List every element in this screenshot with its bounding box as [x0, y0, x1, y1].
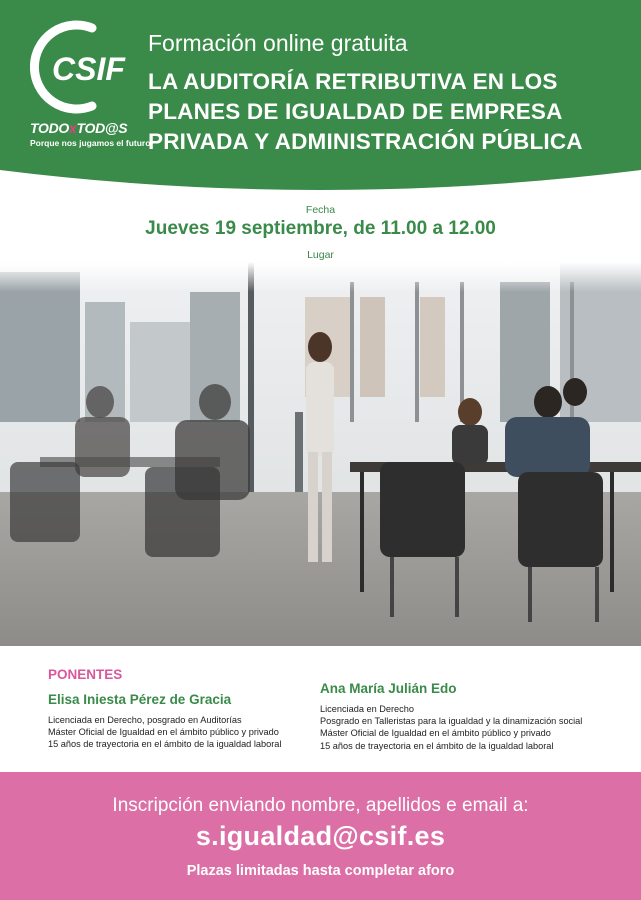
speaker-credential: Licenciada en Derecho	[320, 704, 414, 714]
speaker-credential: 15 años de trayectoria en el ámbito de la igualdad laboral	[48, 739, 282, 750]
course-title-line: PRIVADA Y ADMINISTRACIÓN PÚBLICA	[148, 129, 583, 154]
meeting-photo-icon	[0, 262, 641, 646]
capacity-note: Plazas limitadas hasta completar aforo	[186, 863, 455, 879]
slogan-subtitle: Porque nos jugamos el futuro	[30, 138, 151, 148]
meeting-room-photo	[0, 262, 641, 646]
slogan: TODOxTOD@S	[30, 120, 128, 136]
speaker-credential: Posgrado en Talleristas para la igualdad y la dinamización social	[320, 716, 583, 727]
speaker-credential: 15 años de trayectoria en el ámbito de la igualdad laboral	[320, 740, 554, 751]
course-type: Formación online gratuita	[148, 30, 408, 56]
course-title-line: PLANES DE IGUALDAD DE EMPRESA	[148, 99, 563, 124]
csif-logo-icon	[30, 20, 140, 115]
speaker-card	[320, 681, 582, 752]
speaker-credential: Licenciada en Derecho, posgrado en Auditorías	[48, 715, 242, 725]
registration-email[interactable]: s.igualdad@csif.es	[195, 821, 446, 851]
speaker-credential: Máster Oficial de Igualdad en el ámbito público y privado	[320, 728, 551, 739]
date-value: Jueves 19 septiembre, de 11.00 a 12.00	[145, 218, 496, 239]
course-title-line: LA AUDITORÍA RETRIBUTIVA EN LOS	[148, 69, 558, 94]
course-title	[148, 67, 628, 157]
logo-text: CSIF	[52, 51, 125, 87]
registration-instructions: Inscripción enviando nombre, apellidos e email a:	[112, 795, 529, 816]
speakers-heading: PONENTES	[48, 667, 123, 682]
speaker-name: Elisa Iniesta Pérez de Gracia	[48, 692, 232, 707]
speaker-name: Ana María Julián Edo	[320, 681, 457, 696]
header-banner	[0, 0, 641, 196]
place-label: Lugar	[307, 249, 334, 261]
date-label: Fecha	[305, 204, 336, 216]
registration-footer	[0, 772, 641, 900]
speaker-credential: Máster Oficial de Igualdad en el ámbito público y privado	[48, 727, 279, 738]
speaker-card	[48, 692, 281, 751]
